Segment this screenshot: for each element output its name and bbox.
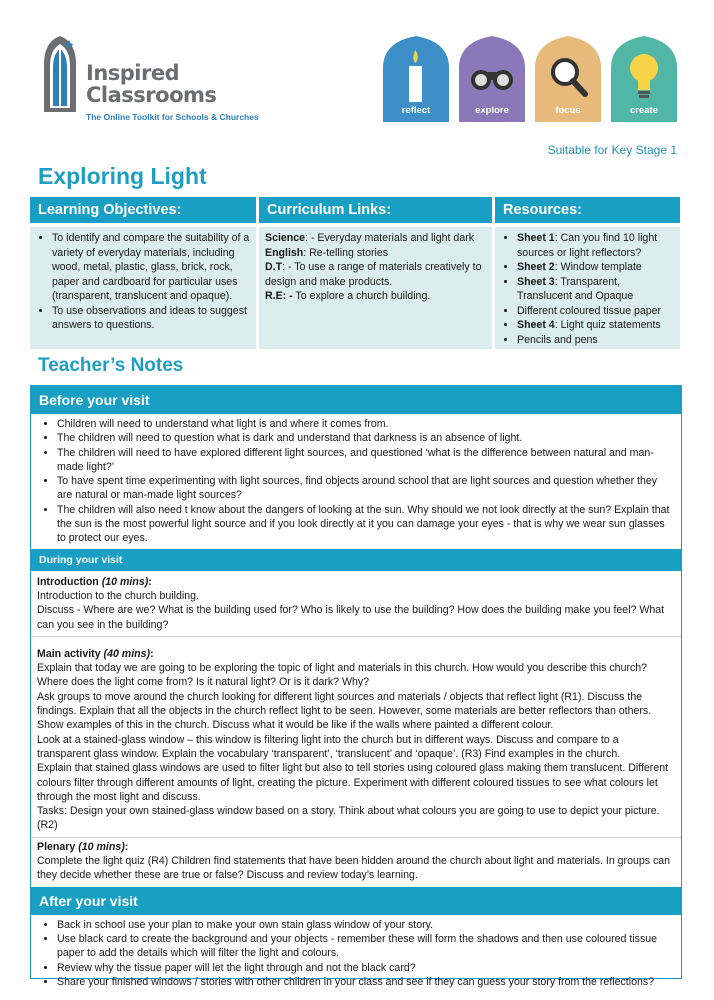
before-visit-item: • The children will need to have explored different light sources, and questioned ‘what is the difference between natural and man-made light?’ — [57, 446, 675, 475]
after-visit-item: • Share your finished windows / stories with other children in your class and see if they can guess your story from the reflections? — [57, 975, 675, 989]
arch-reflect — [383, 36, 449, 122]
before-visit-item: • To have spent time experimenting with light sources, find objects around school that are light sources and question whether they are natural or man-made light sources? — [57, 474, 675, 503]
resource-item: • Sheet 4: Light quiz statements — [517, 318, 674, 333]
main-activity-line: Tasks: Design your own stained-glass window based on a story. Think about what colours you are going to use to depict your picture. (R2) — [37, 805, 660, 832]
plenary-line: Complete the light quiz (R4) Children find statements that have been hidden around the church about light and materials. In groups can they decide whether these are true or false? Discuss and review today’s learning. — [37, 855, 671, 882]
arch-create — [611, 36, 677, 122]
before-visit-item: • Children will need to understand what light is and where it comes from. — [57, 417, 675, 431]
arch-label-explore: explore — [475, 105, 509, 116]
main-activity-line: Explain that today we are going to be exploring the topic of light and materials in this church. How would you describe this church? Where does the light come from? Is it natural light? Or is it dark? Why? — [37, 662, 648, 689]
main-activity-block: Main activity (40 mins): Explain that today we are going to be exploring the topic of light and materials in this church. How would you describe this church? Where does the light come from? Is it natural light? Or is it dark? Why? Ask groups to move around the church looking for different light sources and materials / objects that reflect light (R1). Discuss the findings. Explain that all the objects in the church reflect light to be seen. However, some materials are better reflectors than others. Show examples of this in the church. Discuss what it would be like if the walls where painted a different colour. Look at a stained-glass window – this window is filtering light into the church but in different ways. Discuss and compare to a transparent glass window. Explain the vocabulary ‘transparent’, ‘translucent’ and ‘opaque’. (R3) Find examples in the church. Explain that stained glass windows are used to filter light but also to tell stories using coloured glass making them translucent. Different colours filter through different amounts of light, creating the picture. Experiment with different coloured tissues to see what colours let through the most light and discuss. Tasks: Design your own stained-glass window based on a story. Think about what colours you are going to use to depict your picture. (R2) — [31, 637, 681, 838]
objective-item: • To use observations and ideas to suggest answers to questions. — [52, 304, 250, 333]
during-visit-heading: During your visit — [31, 549, 681, 571]
key-stage-label: Suitable for Key Stage 1 — [547, 143, 677, 157]
curriculum-line: R.E: - To explore a church building. — [265, 290, 431, 302]
before-visit-body — [31, 414, 681, 549]
category-arches — [383, 36, 673, 126]
curriculum-heading: Curriculum Links: — [259, 197, 492, 223]
main-activity-line: Explain that stained glass windows are used to filter light but also to tell stories using coloured glass making them translucent. Different colours filter through different amounts of light, creating the picture. Experiment with different coloured tissues to see what colours let through the most light and discuss. — [37, 762, 669, 803]
logo-name-line1: Inspired — [86, 61, 180, 85]
after-visit-item: • Use black card to create the background and your objects - remember these will form the shadows and then use coloured tissue paper to add the details which will filter the light and colours. — [57, 932, 675, 961]
before-visit-heading: Before your visit — [31, 386, 681, 414]
curriculum-column — [259, 197, 492, 349]
teachers-notes — [30, 385, 682, 988]
resource-item: • Sheet 3: Transparent, Translucent and Opaque — [517, 275, 674, 304]
main-activity-line: Ask groups to move around the church looking for different light sources and materials / objects that reflect light (R1). Discuss the findings. Explain that all the objects in the church reflect light to be seen. However, some materials are better reflectors than others. Show examples of this in the church. Discuss what it would be like if the walls where painted a different colour. — [37, 690, 652, 732]
introduction-block: Introduction (10 mins): Introduction to the church building. Discuss - Where are we? What is the building used for? Who is likely to use the building? How does the building make you feel? What can you see in the building? — [31, 571, 681, 637]
arch-label-focus: focus — [555, 105, 581, 116]
resource-item: • Different coloured tissue paper — [517, 304, 674, 319]
arch-explore — [459, 36, 525, 122]
arch-label-reflect: reflect — [401, 105, 431, 116]
arch-focus — [535, 36, 601, 122]
resource-item: • Pencils and pens — [517, 333, 674, 348]
arch-label-create: create — [630, 105, 658, 116]
resources-heading: Resources: — [495, 197, 680, 223]
after-visit-item: • Review why the tissue paper will let the light through and not the black card? — [57, 961, 675, 975]
objectives-column — [30, 197, 256, 349]
teachers-notes-title: Teacher’s Notes — [38, 355, 184, 376]
objective-item: • To identify and compare the suitability of a variety of everyday materials, including wood, metal, plastic, glass, brick, rock, paper and cardboard for particular uses (transparent, translucent and opaque). — [52, 231, 250, 304]
logo-name-line2: Classrooms — [86, 83, 217, 107]
introduction-line: Discuss - Where are we? What is the building used for? Who is likely to use the building? How does the building make you feel? What can you see in the building? — [37, 604, 665, 631]
church-door-icon — [40, 34, 80, 114]
curriculum-line: Science: - Everyday materials and light dark — [265, 232, 475, 244]
logo-tagline: The Online Toolkit for Schools & Churches — [86, 112, 259, 122]
resource-item: • Sheet 2: Window template — [517, 260, 674, 275]
before-visit-item: • The children will also need t know about the dangers of looking at the sun. Why should we not look directly at the sun? Explain that the sun is the most powerful light source and if you look directly at it you can damage your eyes - that is why we wear sun glasses to protect our eyes. — [57, 503, 675, 546]
curriculum-line: English: Re-telling stories — [265, 246, 389, 259]
before-visit-item: • The children will need to question what is dark and understand that darkness is an absence of light. — [57, 431, 675, 445]
page-title: Exploring Light — [38, 163, 207, 189]
after-visit-body — [31, 915, 681, 992]
resources-column — [495, 197, 680, 349]
main-activity-line: Look at a stained-glass window – this window is filtering light into the church but in different ways. Discuss and compare to a transparent glass window. Explain the vocabulary ‘transparent’, ‘translucent’ and ‘opaque’. (R3) Find examples in the church. — [37, 733, 621, 760]
objectives-heading: Learning Objectives: — [30, 197, 256, 223]
introduction-line: Introduction to the church building. — [37, 589, 199, 602]
overview-table — [30, 197, 680, 349]
resource-item: • Sheet 1: Can you find 10 light sources or light reflectors? — [517, 231, 674, 260]
after-visit-item: • Back in school use your plan to make your own stain glass window of your story. — [57, 918, 675, 932]
after-visit-heading: After your visit — [31, 887, 681, 915]
logo — [40, 32, 290, 122]
plenary-block: Plenary (10 mins): Complete the light quiz (R4) Children find statements that have been hidden around the church about light and materials. In groups can they decide whether these are true or false? Discuss and review today’s learning. — [31, 838, 681, 887]
curriculum-line: D.T: - To use a range of materials creatively to design and make products. — [265, 261, 482, 288]
